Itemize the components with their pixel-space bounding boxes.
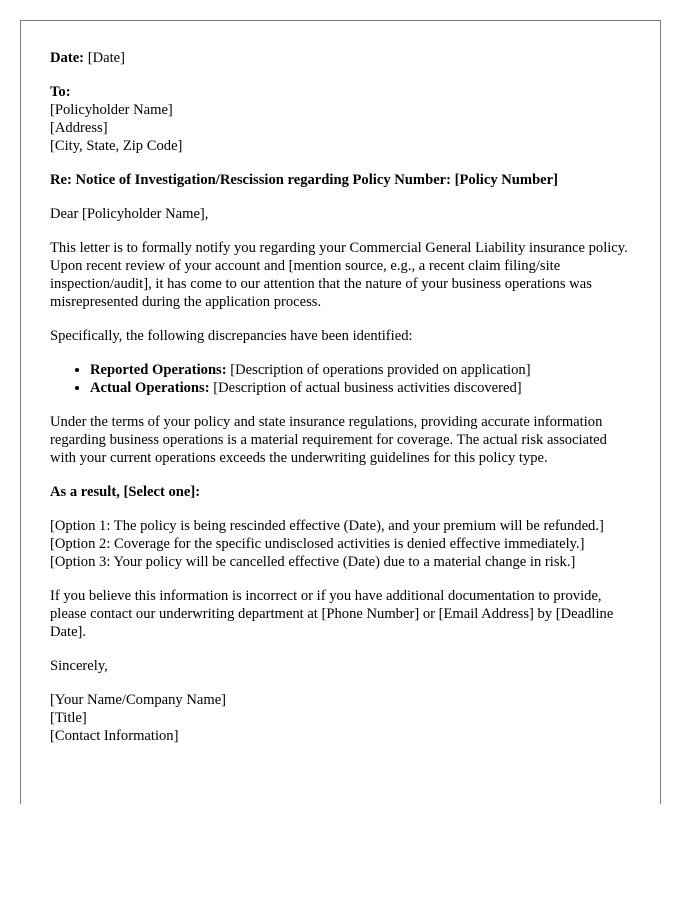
signature-name: [Your Name/Company Name] — [50, 692, 227, 708]
discrepancy-text: [Description of actual business activities discovered] — [209, 380, 522, 396]
signature-title: [Title] — [50, 710, 87, 726]
letter-body — [50, 49, 634, 745]
intro-paragraph: This letter is to formally notify you regarding your Commercial General Liability insurance policy. Upon recent review of your account and [mention source, e.g., a recent claim filing/site inspection/audit], it has come to our attention that the nature of your business operations was misrepresented during the application process. — [50, 240, 628, 310]
terms-paragraph: Under the terms of your policy and state insurance regulations, providing accurate information regarding business operations is a material requirement for coverage. The actual risk associated with your current operations exceeds the underwriting guidelines for this policy type. — [50, 414, 607, 466]
date-label: Date: — [50, 50, 85, 66]
discrepancy-list — [50, 361, 634, 397]
subject-line: Re: Notice of Investigation/Rescission regarding Policy Number: [Policy Number] — [50, 172, 559, 188]
discrepancy-label: Reported Operations: — [90, 362, 227, 378]
date-value: [Date] — [87, 50, 125, 66]
option-2: [Option 2: Coverage for the specific undisclosed activities is denied effective immediately.] — [50, 536, 585, 552]
date-line — [50, 49, 634, 67]
discrepancy-item-reported — [90, 361, 634, 379]
option-1: [Option 1: The policy is being rescinded effective (Date), and your premium will be refunded.] — [50, 518, 604, 534]
discrepancy-item-actual — [90, 379, 634, 397]
recipient-name: [Policyholder Name] — [50, 102, 173, 118]
recipient-label: To: — [50, 84, 71, 100]
discrepancy-label: Actual Operations: — [90, 380, 210, 396]
signature-block — [50, 691, 634, 745]
discrepancies-intro: Specifically, the following discrepancies have been identified: — [50, 328, 413, 344]
salutation: Dear [Policyholder Name], — [50, 206, 209, 222]
result-heading: As a result, [Select one]: — [50, 484, 201, 500]
contact-paragraph: If you believe this information is incorrect or if you have additional documentation to provide, please contact our underwriting department at [Phone Number] or [Email Address] by [Deadline Date]. — [50, 588, 614, 640]
option-3: [Option 3: Your policy will be cancelled effective (Date) due to a material change in risk.] — [50, 554, 576, 570]
recipient-address: [Address] — [50, 120, 108, 136]
options-block — [50, 517, 634, 571]
recipient-block — [50, 83, 634, 155]
closing: Sincerely, — [50, 658, 108, 674]
discrepancy-text: [Description of operations provided on application] — [226, 362, 531, 378]
letter-page — [20, 20, 661, 804]
recipient-city: [City, State, Zip Code] — [50, 138, 183, 154]
signature-contact: [Contact Information] — [50, 728, 179, 744]
